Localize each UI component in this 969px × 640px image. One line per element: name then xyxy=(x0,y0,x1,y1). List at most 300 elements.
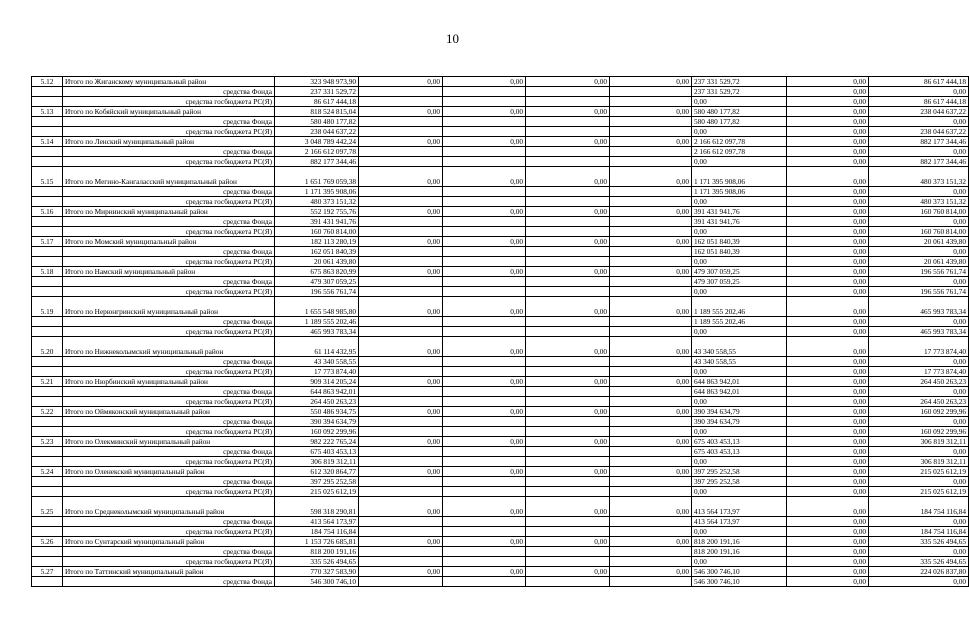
value-cell-5: 0,00 xyxy=(610,497,692,517)
value-cell-4 xyxy=(526,217,610,227)
value-cell-7: 0,00 xyxy=(787,487,869,497)
value-cell-4: 0,00 xyxy=(526,537,610,547)
value-cell-7: 0,00 xyxy=(787,407,869,417)
value-cell-6: 1 171 395 908,06 xyxy=(692,167,787,187)
district-name: Итого по Оймяконский муниципальный район xyxy=(63,407,275,417)
value-cell-8: 86 617 444,18 xyxy=(869,77,969,87)
value-cell-8: 160 760 814,00 xyxy=(869,207,969,217)
funding-source-label: средства госбюджета РС(Я) xyxy=(63,427,275,437)
value-cell-1: 480 373 151,32 xyxy=(275,197,359,207)
value-cell-4 xyxy=(526,227,610,237)
table-row xyxy=(32,267,969,277)
funding-source-label: средства Фонда xyxy=(63,417,275,427)
value-cell-6: 479 307 059,25 xyxy=(692,267,787,277)
value-cell-5 xyxy=(610,247,692,257)
row-number: 5.14 xyxy=(32,137,63,147)
value-cell-2 xyxy=(359,577,443,587)
value-cell-6: 0,00 xyxy=(692,127,787,137)
value-cell-2: 0,00 xyxy=(359,437,443,447)
value-cell-2 xyxy=(359,397,443,407)
row-number xyxy=(32,197,63,207)
funding-source-label: средства Фонда xyxy=(63,317,275,327)
value-cell-2 xyxy=(359,447,443,457)
value-cell-1: 196 556 761,74 xyxy=(275,287,359,297)
row-number xyxy=(32,557,63,567)
table-subrow xyxy=(32,277,969,287)
value-cell-5: 0,00 xyxy=(610,377,692,387)
value-cell-8: 0,00 xyxy=(869,87,969,97)
value-cell-4 xyxy=(526,387,610,397)
value-cell-1: 882 177 344,46 xyxy=(275,157,359,167)
table-body xyxy=(32,77,969,587)
row-number xyxy=(32,457,63,467)
value-cell-8: 465 993 783,34 xyxy=(869,297,969,317)
funding-source-label: средства госбюджета РС(Я) xyxy=(63,397,275,407)
value-cell-5 xyxy=(610,157,692,167)
value-cell-8: 17 773 874,40 xyxy=(869,337,969,357)
value-cell-5 xyxy=(610,457,692,467)
value-cell-8: 0,00 xyxy=(869,317,969,327)
value-cell-5 xyxy=(610,97,692,107)
value-cell-7: 0,00 xyxy=(787,107,869,117)
value-cell-3 xyxy=(443,147,526,157)
value-cell-8: 184 754 116,84 xyxy=(869,497,969,517)
value-cell-8: 0,00 xyxy=(869,117,969,127)
funding-source-label: средства Фонда xyxy=(63,217,275,227)
value-cell-1: 43 340 558,55 xyxy=(275,357,359,367)
table-subrow xyxy=(32,87,969,97)
value-cell-2 xyxy=(359,427,443,437)
value-cell-2: 0,00 xyxy=(359,567,443,577)
value-cell-1: 1 655 548 985,80 xyxy=(275,297,359,317)
value-cell-8: 0,00 xyxy=(869,547,969,557)
value-cell-6: 0,00 xyxy=(692,397,787,407)
value-cell-1: 391 431 941,76 xyxy=(275,217,359,227)
district-name: Итого по Олекминский муниципальный район xyxy=(63,437,275,447)
value-cell-2: 0,00 xyxy=(359,377,443,387)
row-number xyxy=(32,547,63,557)
value-cell-3 xyxy=(443,557,526,567)
value-cell-3 xyxy=(443,97,526,107)
value-cell-7: 0,00 xyxy=(787,337,869,357)
row-number: 5.22 xyxy=(32,407,63,417)
row-number xyxy=(32,527,63,537)
value-cell-8: 86 617 444,18 xyxy=(869,97,969,107)
value-cell-7: 0,00 xyxy=(787,497,869,517)
row-number xyxy=(32,487,63,497)
table-subrow xyxy=(32,357,969,367)
value-cell-1: 550 486 934,75 xyxy=(275,407,359,417)
value-cell-4: 0,00 xyxy=(526,77,610,87)
value-cell-1: 1 171 395 908,06 xyxy=(275,187,359,197)
value-cell-1: 306 819 312,11 xyxy=(275,457,359,467)
district-name: Итого по Намский муниципальный район xyxy=(63,267,275,277)
district-name: Итого по Ленский муниципальный район xyxy=(63,137,275,147)
value-cell-1: 86 617 444,18 xyxy=(275,97,359,107)
value-cell-7: 0,00 xyxy=(787,367,869,377)
funding-source-label: средства госбюджета РС(Я) xyxy=(63,327,275,337)
table-row xyxy=(32,207,969,217)
value-cell-3 xyxy=(443,117,526,127)
value-cell-1: 20 061 439,80 xyxy=(275,257,359,267)
value-cell-2 xyxy=(359,327,443,337)
value-cell-1: 770 327 583,90 xyxy=(275,567,359,577)
value-cell-5: 0,00 xyxy=(610,567,692,577)
value-cell-1: 675 863 820,99 xyxy=(275,267,359,277)
value-cell-5 xyxy=(610,117,692,127)
funding-source-label: средства госбюджета РС(Я) xyxy=(63,97,275,107)
table-row xyxy=(32,467,969,477)
value-cell-3 xyxy=(443,477,526,487)
value-cell-5 xyxy=(610,327,692,337)
value-cell-4 xyxy=(526,477,610,487)
value-cell-8: 465 993 783,34 xyxy=(869,327,969,337)
value-cell-8: 882 177 344,46 xyxy=(869,137,969,147)
district-name: Итого по Жиганскому муниципальный район xyxy=(63,77,275,87)
value-cell-7: 0,00 xyxy=(787,207,869,217)
value-cell-4: 0,00 xyxy=(526,297,610,317)
value-cell-6: 1 189 555 202,46 xyxy=(692,317,787,327)
row-number: 5.19 xyxy=(32,297,63,317)
funding-source-label: средства Фонда xyxy=(63,447,275,457)
value-cell-7: 0,00 xyxy=(787,117,869,127)
value-cell-5 xyxy=(610,487,692,497)
value-cell-2: 0,00 xyxy=(359,77,443,87)
value-cell-8: 264 450 263,23 xyxy=(869,377,969,387)
value-cell-8: 238 044 637,22 xyxy=(869,127,969,137)
value-cell-1: 215 025 612,19 xyxy=(275,487,359,497)
funding-source-label: средства Фонда xyxy=(63,357,275,367)
value-cell-3 xyxy=(443,257,526,267)
value-cell-4 xyxy=(526,527,610,537)
value-cell-6: 0,00 xyxy=(692,327,787,337)
funding-source-label: средства госбюджета РС(Я) xyxy=(63,127,275,137)
district-name: Итого по Мирнинский муниципальный район xyxy=(63,207,275,217)
value-cell-3 xyxy=(443,357,526,367)
value-cell-3: 0,00 xyxy=(443,107,526,117)
value-cell-2 xyxy=(359,257,443,267)
value-cell-1: 552 192 755,76 xyxy=(275,207,359,217)
table-subrow xyxy=(32,287,969,297)
value-cell-2: 0,00 xyxy=(359,337,443,357)
row-number xyxy=(32,577,63,587)
row-number xyxy=(32,157,63,167)
value-cell-6: 1 189 555 202,46 xyxy=(692,297,787,317)
value-cell-3: 0,00 xyxy=(443,497,526,517)
value-cell-1: 264 450 263,23 xyxy=(275,397,359,407)
value-cell-8: 480 373 151,32 xyxy=(869,167,969,187)
table-subrow xyxy=(32,457,969,467)
value-cell-3: 0,00 xyxy=(443,337,526,357)
funding-source-label: средства госбюджета РС(Я) xyxy=(63,367,275,377)
value-cell-4 xyxy=(526,187,610,197)
value-cell-3 xyxy=(443,487,526,497)
value-cell-1: 17 773 874,40 xyxy=(275,367,359,377)
value-cell-1: 390 394 634,79 xyxy=(275,417,359,427)
value-cell-3 xyxy=(443,397,526,407)
value-cell-7: 0,00 xyxy=(787,357,869,367)
value-cell-4 xyxy=(526,117,610,127)
value-cell-4: 0,00 xyxy=(526,437,610,447)
funding-source-label: средства госбюджета РС(Я) xyxy=(63,527,275,537)
value-cell-1: 465 993 783,34 xyxy=(275,327,359,337)
funding-source-label: средства Фонда xyxy=(63,187,275,197)
value-cell-6: 0,00 xyxy=(692,457,787,467)
value-cell-1: 2 166 612 097,78 xyxy=(275,147,359,157)
value-cell-5 xyxy=(610,387,692,397)
table-subrow xyxy=(32,557,969,567)
value-cell-4 xyxy=(526,157,610,167)
value-cell-1: 1 651 769 059,38 xyxy=(275,167,359,187)
row-number xyxy=(32,147,63,157)
table-subrow xyxy=(32,127,969,137)
value-cell-3: 0,00 xyxy=(443,237,526,247)
value-cell-8: 160 092 299,96 xyxy=(869,407,969,417)
value-cell-2: 0,00 xyxy=(359,497,443,517)
table-subrow xyxy=(32,547,969,557)
value-cell-6: 43 340 558,55 xyxy=(692,337,787,357)
value-cell-6: 675 403 453,13 xyxy=(692,437,787,447)
budget-table xyxy=(31,76,969,587)
table-subrow xyxy=(32,187,969,197)
value-cell-8: 306 819 312,11 xyxy=(869,437,969,447)
value-cell-7: 0,00 xyxy=(787,387,869,397)
value-cell-7: 0,00 xyxy=(787,257,869,267)
value-cell-1: 598 318 290,81 xyxy=(275,497,359,517)
value-cell-8: 306 819 312,11 xyxy=(869,457,969,467)
value-cell-2 xyxy=(359,117,443,127)
value-cell-5: 0,00 xyxy=(610,77,692,87)
value-cell-5 xyxy=(610,317,692,327)
value-cell-2 xyxy=(359,127,443,137)
table-row xyxy=(32,77,969,87)
value-cell-4 xyxy=(526,547,610,557)
value-cell-5 xyxy=(610,397,692,407)
value-cell-5 xyxy=(610,217,692,227)
value-cell-7: 0,00 xyxy=(787,557,869,567)
value-cell-3 xyxy=(443,527,526,537)
table-subrow xyxy=(32,217,969,227)
value-cell-6: 162 051 840,39 xyxy=(692,247,787,257)
value-cell-1: 182 113 280,19 xyxy=(275,237,359,247)
funding-source-label: средства госбюджета РС(Я) xyxy=(63,157,275,167)
table-subrow xyxy=(32,117,969,127)
row-number: 5.20 xyxy=(32,337,63,357)
value-cell-8: 0,00 xyxy=(869,577,969,587)
row-number xyxy=(32,367,63,377)
funding-source-label: средства госбюджета РС(Я) xyxy=(63,457,275,467)
value-cell-2 xyxy=(359,217,443,227)
value-cell-2 xyxy=(359,387,443,397)
value-cell-1: 479 307 059,25 xyxy=(275,277,359,287)
table-row xyxy=(32,537,969,547)
value-cell-6: 390 394 634,79 xyxy=(692,417,787,427)
value-cell-8: 0,00 xyxy=(869,187,969,197)
row-number xyxy=(32,87,63,97)
value-cell-1: 546 300 746,10 xyxy=(275,577,359,587)
value-cell-4: 0,00 xyxy=(526,497,610,517)
value-cell-4 xyxy=(526,287,610,297)
value-cell-7: 0,00 xyxy=(787,447,869,457)
row-number: 5.26 xyxy=(32,537,63,547)
row-number: 5.12 xyxy=(32,77,63,87)
value-cell-6: 2 166 612 097,78 xyxy=(692,147,787,157)
value-cell-3 xyxy=(443,157,526,167)
table-subrow xyxy=(32,327,969,337)
table-row xyxy=(32,567,969,577)
table-subrow xyxy=(32,227,969,237)
value-cell-6: 818 200 191,16 xyxy=(692,547,787,557)
value-cell-3: 0,00 xyxy=(443,267,526,277)
value-cell-7: 0,00 xyxy=(787,547,869,557)
table-row xyxy=(32,437,969,447)
value-cell-8: 264 450 263,23 xyxy=(869,397,969,407)
value-cell-2 xyxy=(359,187,443,197)
table-subrow xyxy=(32,577,969,587)
table-subrow xyxy=(32,367,969,377)
value-cell-6: 0,00 xyxy=(692,487,787,497)
table-subrow xyxy=(32,317,969,327)
table-row xyxy=(32,377,969,387)
row-number: 5.16 xyxy=(32,207,63,217)
value-cell-2 xyxy=(359,477,443,487)
value-cell-5 xyxy=(610,427,692,437)
value-cell-2 xyxy=(359,417,443,427)
value-cell-7: 0,00 xyxy=(787,127,869,137)
funding-source-label: средства госбюджета РС(Я) xyxy=(63,557,275,567)
value-cell-8: 0,00 xyxy=(869,477,969,487)
value-cell-6: 0,00 xyxy=(692,557,787,567)
value-cell-6: 397 295 252,58 xyxy=(692,467,787,477)
value-cell-8: 215 025 612,19 xyxy=(869,487,969,497)
value-cell-1: 909 314 205,24 xyxy=(275,377,359,387)
value-cell-1: 612 320 864,77 xyxy=(275,467,359,477)
value-cell-3 xyxy=(443,227,526,237)
district-name: Итого по Момский муниципальный район xyxy=(63,237,275,247)
value-cell-8: 20 061 439,80 xyxy=(869,237,969,247)
value-cell-7: 0,00 xyxy=(787,87,869,97)
value-cell-2 xyxy=(359,157,443,167)
value-cell-7: 0,00 xyxy=(787,467,869,477)
value-cell-7: 0,00 xyxy=(787,247,869,257)
funding-source-label: средства госбюджета РС(Я) xyxy=(63,257,275,267)
value-cell-8: 215 025 612,19 xyxy=(869,467,969,477)
value-cell-6: 0,00 xyxy=(692,97,787,107)
value-cell-1: 675 403 453,13 xyxy=(275,447,359,457)
value-cell-5 xyxy=(610,417,692,427)
value-cell-6: 2 166 612 097,78 xyxy=(692,137,787,147)
funding-source-label: средства Фонда xyxy=(63,247,275,257)
funding-source-label: средства Фонда xyxy=(63,547,275,557)
value-cell-5 xyxy=(610,87,692,97)
funding-source-label: средства Фонда xyxy=(63,277,275,287)
value-cell-6: 391 431 941,76 xyxy=(692,207,787,217)
value-cell-5 xyxy=(610,477,692,487)
row-number: 5.25 xyxy=(32,497,63,517)
table-subrow xyxy=(32,487,969,497)
row-number xyxy=(32,357,63,367)
value-cell-1: 644 863 942,01 xyxy=(275,387,359,397)
value-cell-2 xyxy=(359,287,443,297)
value-cell-1: 3 048 789 442,24 xyxy=(275,137,359,147)
value-cell-7: 0,00 xyxy=(787,137,869,147)
value-cell-7: 0,00 xyxy=(787,157,869,167)
value-cell-2 xyxy=(359,357,443,367)
row-number: 5.21 xyxy=(32,377,63,387)
value-cell-4 xyxy=(526,417,610,427)
value-cell-6: 237 331 529,72 xyxy=(692,77,787,87)
district-name: Итого по Кобяйский муниципальный район xyxy=(63,107,275,117)
value-cell-1: 184 754 116,84 xyxy=(275,527,359,537)
value-cell-4 xyxy=(526,357,610,367)
row-number xyxy=(32,387,63,397)
value-cell-3: 0,00 xyxy=(443,537,526,547)
row-number xyxy=(32,247,63,257)
value-cell-2 xyxy=(359,487,443,497)
district-name: Итого по Мегино-Кангаласский муниципальный район xyxy=(63,167,275,187)
funding-source-label: средства госбюджета РС(Я) xyxy=(63,227,275,237)
table-subrow xyxy=(32,387,969,397)
value-cell-1: 237 331 529,72 xyxy=(275,87,359,97)
row-number: 5.13 xyxy=(32,107,63,117)
value-cell-2: 0,00 xyxy=(359,237,443,247)
value-cell-4 xyxy=(526,317,610,327)
value-cell-3: 0,00 xyxy=(443,207,526,217)
value-cell-7: 0,00 xyxy=(787,227,869,237)
row-number xyxy=(32,277,63,287)
value-cell-4 xyxy=(526,457,610,467)
value-cell-6: 0,00 xyxy=(692,527,787,537)
value-cell-3 xyxy=(443,427,526,437)
table-subrow xyxy=(32,527,969,537)
value-cell-4: 0,00 xyxy=(526,137,610,147)
district-name: Итого по Оленекский муниципальный район xyxy=(63,467,275,477)
row-number xyxy=(32,447,63,457)
value-cell-5: 0,00 xyxy=(610,297,692,317)
value-cell-7: 0,00 xyxy=(787,327,869,337)
value-cell-2 xyxy=(359,317,443,327)
value-cell-3 xyxy=(443,327,526,337)
row-number xyxy=(32,217,63,227)
value-cell-1: 335 526 494,65 xyxy=(275,557,359,567)
funding-source-label: средства Фонда xyxy=(63,477,275,487)
table-row xyxy=(32,107,969,117)
district-name: Итого по Сунтарский муниципальный район xyxy=(63,537,275,547)
value-cell-4 xyxy=(526,147,610,157)
funding-source-label: средства Фонда xyxy=(63,387,275,397)
value-cell-5 xyxy=(610,187,692,197)
value-cell-7: 0,00 xyxy=(787,287,869,297)
value-cell-8: 20 061 439,80 xyxy=(869,257,969,267)
row-number xyxy=(32,227,63,237)
value-cell-3: 0,00 xyxy=(443,407,526,417)
table-subrow xyxy=(32,197,969,207)
value-cell-4 xyxy=(526,397,610,407)
value-cell-3: 0,00 xyxy=(443,567,526,577)
value-cell-1: 818 524 815,04 xyxy=(275,107,359,117)
value-cell-5: 0,00 xyxy=(610,437,692,447)
table-subrow xyxy=(32,397,969,407)
value-cell-5 xyxy=(610,447,692,457)
value-cell-5 xyxy=(610,547,692,557)
row-number: 5.23 xyxy=(32,437,63,447)
value-cell-3 xyxy=(443,387,526,397)
value-cell-4: 0,00 xyxy=(526,207,610,217)
funding-source-label: средства Фонда xyxy=(63,147,275,157)
funding-source-label: средства Фонда xyxy=(63,577,275,587)
value-cell-8: 196 556 761,74 xyxy=(869,267,969,277)
value-cell-7: 0,00 xyxy=(787,167,869,187)
